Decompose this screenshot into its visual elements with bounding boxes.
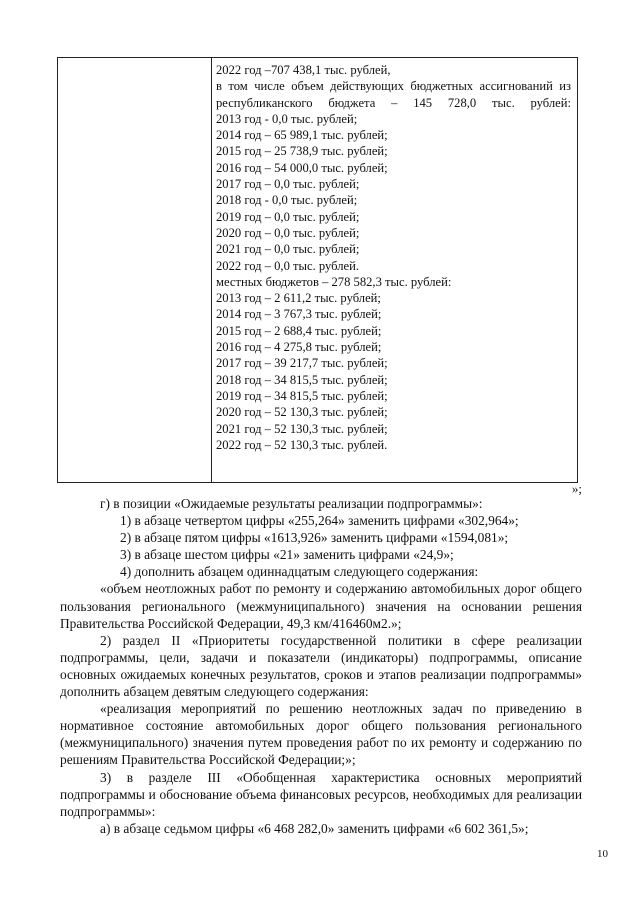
page-number: 10 <box>597 848 608 860</box>
table-line: в том числе объем действующих бюджетных ассигнований из республиканского бюджета – 145 728,0 тыс. рублей: <box>216 79 571 110</box>
closing-quote-mark: »; <box>571 481 582 496</box>
paragraph: «реализация мероприятий по решению неотложных задач по приведению в нормативное состояние автомобильных дорог общего пользования регионального (межмуниципального) значения путем проведения работ по их ремонту и содержанию по решениям Правительства Российской Федерации;»; <box>60 701 582 768</box>
document-body <box>60 495 582 837</box>
table-line: 2014 год – 3 767,3 тыс. рублей; <box>216 307 382 322</box>
paragraph: 4) дополнить абзацем одиннадцатым следующего содержания: <box>120 564 479 580</box>
paragraph: «объем неотложных работ по ремонту и содержанию автомобильных дорог общего пользования регионального (межмуниципального) значения на основании решения Правительства Российской Федерации, 49,3 км/416460м2.»; <box>60 581 582 631</box>
table-line: 2022 год – 0,0 тыс. рублей. <box>216 258 359 273</box>
paragraph: 3) в абзаце шестом цифры «21» заменить цифрами «24,9»; <box>120 547 454 563</box>
paragraph: 1) в абзаце четвертом цифры «255,264» заменить цифрами «302,964»; <box>120 513 519 529</box>
table-line: 2021 год – 52 130,3 тыс. рублей; <box>216 421 388 436</box>
table-line: 2019 год – 34 815,5 тыс. рублей; <box>216 388 388 403</box>
table-line: 2016 год – 4 275,8 тыс. рублей; <box>216 340 382 355</box>
table-line: 2020 год – 52 130,3 тыс. рублей; <box>216 405 388 420</box>
table-line: 2017 год – 39 217,7 тыс. рублей; <box>216 356 388 371</box>
table-line: 2019 год – 0,0 тыс. рублей; <box>216 209 360 224</box>
table-line: 2013 год – 2 611,2 тыс. рублей; <box>216 291 381 306</box>
table-line: местных бюджетов – 278 582,3 тыс. рублей: <box>216 274 452 289</box>
table-line: 2013 год - 0,0 тыс. рублей; <box>216 111 358 126</box>
table-line: 2018 год - 0,0 тыс. рублей; <box>216 193 358 208</box>
table-line: 2020 год – 0,0 тыс. рублей; <box>216 225 360 240</box>
table-line: 2016 год – 54 000,0 тыс. рублей; <box>216 160 388 175</box>
paragraph: г) в позиции «Ожидаемые результаты реализации подпрограммы»: <box>100 496 483 511</box>
table-line: 2022 год – 52 130,3 тыс. рублей. <box>216 437 388 452</box>
paragraph: 3) в разделе III «Обобщенная характеристика основных мероприятий подпрограммы и обоснование объема финансовых ресурсов, необходимых для реализации подпрограммы»: <box>60 769 582 819</box>
paragraph: а) в абзаце седьмом цифры «6 468 282,0» заменить цифрами «6 602 361,5»; <box>100 820 529 836</box>
table-line: 2015 год – 2 688,4 тыс. рублей; <box>216 323 382 338</box>
table-line: 2014 год – 65 989,1 тыс. рублей; <box>216 128 388 143</box>
table-right-column <box>216 62 571 453</box>
table-line: 2018 год – 34 815,5 тыс. рублей; <box>216 372 388 387</box>
budget-table <box>57 57 578 483</box>
table-line: 2015 год – 25 738,9 тыс. рублей; <box>216 144 388 159</box>
table-line: 2017 год – 0,0 тыс. рублей; <box>216 177 360 192</box>
paragraph: 2) раздел II «Приоритеты государственной политики в сфере реализации подпрограммы, цели, задачи и показатели (индикаторы) подпрограммы, описание основных ожидаемых конечных результатов, сроков и этапов реализации подпрограммы» дополнить абзацем девятым следующего содержания: <box>60 632 582 700</box>
table-line: 2021 год – 0,0 тыс. рублей; <box>216 242 360 257</box>
table-line: 2022 год –707 438,1 тыс. рублей, <box>216 63 391 77</box>
table-left-column <box>58 58 212 482</box>
paragraph: 2) в абзаце пятом цифры «1613,926» заменить цифрами «1594,081»; <box>120 530 509 546</box>
